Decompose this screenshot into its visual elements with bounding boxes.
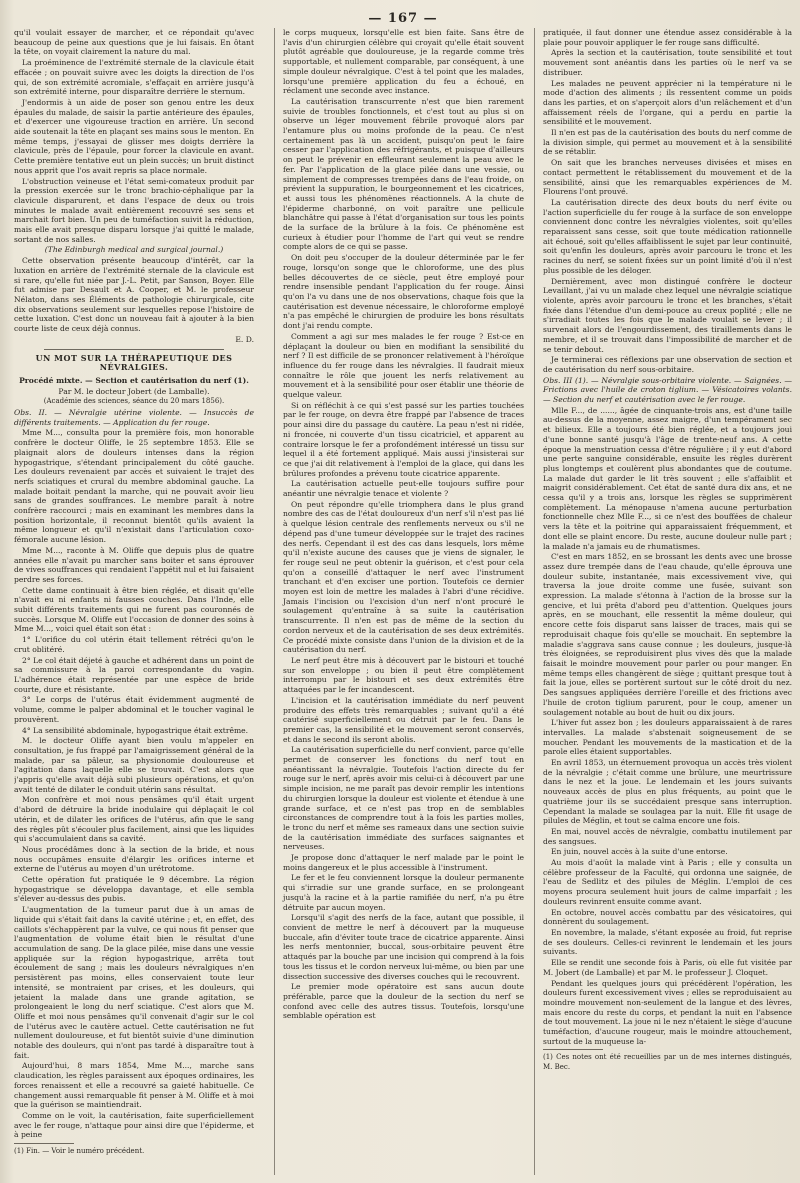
paragraph: Le premier mode opératoire est sans aucun doute préférable, parce que la douleur de la section du nerf se confond avec celle des autres tissus. Toutefois, lorsqu'une semblable opération est — [283, 982, 524, 1021]
paragraph: Elle se rendit une seconde fois à Paris, où elle fut visitée par M. Jobert (de Lamballe) et par M. le professeur J. Cloquet. — [543, 958, 792, 977]
paragraph: En avril 1853, un éternuement provoqua un accès très violent de la névralgie ; c'était comme une brûlure, une meurtrissure dans le nez et la joue. Le lendemain et les jours suivants nouveaux accès de plus en plus fréquents, au point que le quatrième jour ils se succédaient presque sans interruption. Cependant la malade se soulagea par la nuit. Elle fit usage de pilules de Méglin, et tout se calma encore une fois. — [543, 758, 792, 826]
paragraph: Les malades ne peuvent apprécier ni la température ni le mode d'action des aliments ; ils ressentent comme un poids dans les parties, et on s'aperçoit alors d'un relâchement et d'un affaissement réels de l'organe, qui a perdu en partie la sensibilité et le mouvement. — [543, 78, 792, 127]
paragraph: Cette observation présente beaucoup d'intérêt, car la luxation en arrière de l'extrémité sternale de la clavicule est si rare, qu'elle fut niée par J.-L. Petit, par Sanson, Boyer. Elle fut admise par Desault et A. Cooper, et M. le professeur Nélaton, dans ses Éléments de pathologie chirurgicale, cite dix observations seulement sur lesquelles repose l'histoire de cette luxation. C'est donc un nouveau fait à ajouter à la bien courte liste de ceux déjà connus. — [14, 256, 254, 334]
paragraph: Lorsqu'il s'agit des nerfs de la face, autant que possible, il convient de mettre le nerf à découvert par la muqueuse buccale, afin d'éviter toute trace de cicatrice apparente. Ainsi les nerfs mentonnier, buccal, sous-orbitaire peuvent être attaqués par la bouche par une incision qui comprend à la fois tous les tissus et le cordon nerveux lui-même, ou bien par une dissection successive des diverses couches qui le recouvrent. — [283, 913, 524, 981]
paragraph: qu'il voulait essayer de marcher, et ce répondait qu'avec beaucoup de peine aux questions que je lui faisais. En ôtant la tête, on voyait clairement la nature du mal. — [14, 28, 254, 57]
article-subtitle: Procédé mixte. — Section et cautérisation du nerf (1). — [19, 375, 249, 385]
paragraph: Il n'en est pas de la cautérisation des bouts du nerf comme de la division simple, qui permet au mouvement et à la sensibilité de se rétablir. — [543, 128, 792, 157]
paragraph: Mon confrère et moi nous pensâmes qu'il était urgent d'abord de détruire la bride inodulaire qui déplaçait le col utérin, et de dilater les orifices de l'utérus, afin que le sang des règles pût s'écouler plus facilement, ainsi que les liquides qui s'accumulaient dans sa cavité. — [14, 795, 254, 844]
column-right — [534, 28, 792, 1175]
paragraph: La cautérisation actuelle peut-elle toujours suffire pour anéantir une névralgie tenace et violente ? — [283, 479, 524, 499]
paragraph: Le nerf peut être mis à découvert par le bistouri et touché sur son enveloppe ; ou bien il peut être complètement interrompu par le bistouri et ses deux extrémités être attaquées par le fer incandescent. — [283, 656, 524, 695]
paragraph: Cette opération fut pratiquée le 9 décembre. La région hypogastrique se développa davantage, et elle sembla s'élever au-dessus des pubis. — [14, 875, 254, 904]
paragraph: L'incision et la cautérisation immédiate du nerf peuvent produire des effets très remarquables ; suivant qu'il a été cautérisé superficiellement ou détruit par le feu. Dans le premier cas, la sensibilité et le mouvement seront conservés, et dans le second ils seront abolis. — [283, 695, 524, 744]
paragraph: Mme M..., raconte à M. Oliffe que depuis plus de quatre années elle n'avait pu marcher sans boiter et sans éprouver de vives souffrances qui rendaient l'appétit nul et lui faisaient perdre ses forces. — [14, 545, 254, 584]
paragraph: Le fer et le feu conviennent lorsque la douleur permanente qui s'irradie sur une grande surface, en se prolongeant jusqu'à la racine et à la partie ramifiée du nerf, n'a pu être détruite par aucun moyen. — [283, 873, 524, 912]
paragraph: Dernièrement, avec mon distingué confrère le docteur Levaillant, j'ai vu un malade chez lequel une névralgie sciatique violente, après avoir parcouru le tronc et les branches, s'était fixée dans l'étendue d'un demi-pouce au creux poplité ; elle ne s'irradiait toutes les fois que le malade voulait se lever ; il survenait alors de l'engourdissement, des tiraillements dans le membre, et il se trouvait dans l'impossibilité de marcher et de se tenir debout. — [543, 276, 792, 354]
footnote-divider — [543, 1049, 603, 1050]
paragraph: Mlle F..., de ......, âgée de cinquante-trois ans, est d'une taille au-dessus de la moyenne, assez maigre, d'un tempérament sec et bilieux. Elle a toujours été bien réglée, et a toujours joui d'une bonne santé jusqu'à l'âge de trente-neuf ans. A cette époque la menstruation cessa d'être régulière ; il y eut d'abord une perte sanguine considérable, ensuite les règles durèrent plus longtemps et coulèrent plus abondantes que de coutume. La malade dut garder le lit très souvent ; elle s'affaiblit et maigrit considérablement. Cet état de santé dura dix ans, et ne cessa qu'il y a trois ans, lorsque les règles se supprimèrent complètement. La ménopause n'amena aucune perturbation fonctionnelle chez Mlle F..., si ce n'est des bouffées de chaleur vers la tête et la poitrine qui apparaissaient fréquemment, et dont elle se plaint encore. Du reste, aucune douleur nulle part ; la malade n'a jamais eu de rhumatismes. — [543, 405, 792, 551]
paragraph: En mai, nouvel accès de névralgie, combattu inutilement par des sangsues. — [543, 826, 792, 846]
list-item: 2° Le col était déjeté à gauche et adhérent dans un point de sa commissure à la paroi correspondante du vagin. L'adhérence était représentée par une espèce de bride courte, dure et résistante. — [14, 655, 254, 694]
observation-heading: Obs. III (1). — Névralgie sous-orbitaire violente. — Saignées. — Frictions avec l'huile de croton tiglium. — Vésicatoires volants. — Section du nerf et cautérisation avec le fer rouge. — [543, 375, 792, 405]
paragraph: Cette dame continuait à être bien réglée, et disait qu'elle n'avait eu ni enfants ni fausses couches. Dans l'Inde, elle subit différents traitements qui ne furent pas couronnés de succès. Lorsque M. Oliffe eut l'occasion de donner des soins à Mme M..., voici quel était son état : — [14, 585, 254, 634]
academy-note: (Académie des sciences, séance du 20 mars 1856). — [43, 397, 225, 406]
paragraph: Si on réfléchit à ce qui s'est passé sur les parties touchées par le fer rouge, on devra être frappé par l'absence de traces pour ainsi dire du passage du cautère. La peau n'est ni ridée, ni froncée, ni couverte d'un tissu cicatriciel, et apparent au contraire lorsque le fer a profondément intéressé un tissu sur lequel il a été fortement appliqué. Mais aussi j'insisterai sur ce que j'ai dit relativement à l'emploi de la glace, qui dans les brûlures profondes a prévenu toute cicatrice apparente. — [283, 400, 524, 478]
footnote-divider — [14, 1143, 74, 1144]
paragraph: En juin, nouvel accès à la suite d'une entorse. — [551, 847, 728, 857]
column-middle — [274, 28, 524, 1175]
paragraph: Après la section et la cautérisation, toute sensibilité et tout mouvement sont anéantis dans les parties où le nerf va se distribuer. — [543, 48, 792, 77]
author-initials: E. D. — [235, 334, 254, 344]
article-title: UN MOT SUR LA THÉRAPEUTIQUE DES NÉVRALGIES. — [35, 352, 233, 373]
footnote: (1) Ces notes ont été recueillies par un de mes internes distingués, M. Bec. — [543, 1053, 792, 1072]
paragraph: Je terminerai ces réflexions par une observation de section et de cautérisation du nerf sous-orbitaire. — [543, 355, 792, 374]
article-author: Par M. le docteur Jobert (de Lamballe). — [58, 386, 210, 396]
paragraph: C'est en mars 1852, en se brossant les dents avec une brosse assez dure trempée dans de l'eau chaude, qu'elle éprouva une douleur subite, instantanée, mais excessivement vive, qui traversa la joue droite comme une fusée, suivant son expression. La malade s'étonna à l'action de la brosse sur la gencive, et lui prêta d'abord peu d'attention. Quelques jours après, en se mouchant, elle ressentit la même douleur, qui encore cette fois disparut sans laisser de traces, mais qui se reproduisait chaque fois qu'elle se mouchait. En septembre la maladie s'aggrava sans cause connue ; les douleurs, jusque-là très éloignées, se reproduisirent plus vives dès que la malade faisait le moindre mouvement pour parler ou pour manger. En même temps elles changèrent de siège ; quittant presque tout à fait la joue, elles se portèrent surtout sur le côté droit du nez. Des sangsues appliquées derrière l'oreille et des frictions avec l'huile de croton tiglium parurent, pour le coup, amener un soulagement notable au bout de huit ou dix jours. — [543, 552, 792, 717]
page-number: — 167 — — [368, 11, 438, 26]
paragraph: Comment a agi sur mes malades le fer rouge ? Est-ce en déplaçant la douleur ou bien en modifiant la sensibilité du nerf ? Il est difficile de se prononcer relativement à l'héroïque influence du fer rouge dans les névralgies. Il faudrait mieux connaître le rôle que jouent les nerfs relativement au mouvement et à la sensibilité pour oser établir une théorie de quelque valeur. — [283, 331, 524, 400]
paragraph: La cautérisation superficielle du nerf convient, parce qu'elle permet de conserver les fonctions du nerf tout en anéantissant la névralgie. Toutefois l'action directe du fer rouge sur le nerf, après avoir mis celui-ci à découvert par une simple incision, ne me paraît pas devoir remplir les intentions du chirurgien lorsque la douleur est violente et étendue à une grande surface, et ce n'est pas trop en de semblables circonstances de comprendre tout à la fois les parties molles, le tronc du nerf et même ses rameaux dans une section suivie de la cautérisation immédiate des surfaces saignantes et nerveuses. — [283, 745, 524, 852]
paragraph: pratiquée, il faut donner une étendue assez considérable à la plaie pour pouvoir appliquer le fer rouge sans difficulté. — [543, 28, 792, 47]
paragraph: Mme M..., consulta pour la première fois, mon honorable confrère le docteur Oliffe, le 25 septembre 1853. Elle se plaignait alors de douleurs intenses dans la région hypogastrique, s'étendant principalement du côté gauche. Les douleurs revenaient par accès et suivaient le trajet des nerfs sciatiques et crural du membre abdominal gauche. La malade boitait pendant la marche, qui ne pouvait avoir lieu sans de grandes souffrances. Le membre paraît à notre confrère raccourci ; mais en examinant les membres dans la position horizontale, il reconnut bientôt qu'ils avaient la même longueur et qu'il n'existait dans l'articulation coxo-fémorale aucune lésion. — [14, 428, 254, 545]
columns — [14, 28, 792, 1175]
list-item: 4° La sensibilité abdominale, hypogastrique était extrême. — [22, 725, 249, 735]
paragraph: L'obstruction veineuse et l'état semi-comateux produit par la pression exercée sur le tronc brachio-céphalique par la clavicule disparurent, et dans l'espace de deux ou trois minutes le malade avait entièrement recouvré ses sens et marchait fort bien. Un peu de tuméfaction suivit la réduction, mais elle avait presque disparu lorsque j'ai quitté le malade, sortant de nos salles. — [14, 176, 254, 244]
observation-heading: Obs. II. — Névralgie utérine violente. — Insuccès de différents traitements. — Application du fer rouge. — [14, 408, 254, 427]
paragraph: En novembre, la malade, s'étant exposée au froid, fut reprise de ses douleurs. Celles-ci revinrent le lendemain et les jours suivants. — [543, 927, 792, 957]
paragraph: Comme on le voit, la cautérisation, faite superficiellement avec le fer rouge, n'attaque pour ainsi dire que l'épiderme, et à peine — [14, 1110, 254, 1140]
paragraph: Pendant les quelques jours qui précédèrent l'opération, les douleurs furent excessivement vives ; elles se reproduisaient au moindre mouvement non-seulement de la langue et des lèvres, mais encore du reste du corps, et pendant la nuit en l'absence de tout mouvement. La joue ni le nez n'étaient le siège d'aucune tuméfaction, d'aucune rougeur, mais le moindre attouchement, surtout de la muqueuse la- — [543, 978, 792, 1046]
paragraph: le corps muqueux, lorsqu'elle est bien faite. Sans être de l'avis d'un chirurgien célèbre qui croyait qu'elle était souvent plutôt agréable que douloureuse, je la regarde comme très supportable, et nullement comparable, par conséquent, à une simple douleur névralgique. C'est à tel point que les malades, lorsqu'une première application du feu a échoué, en réclament une seconde avec instance. — [283, 28, 524, 96]
paragraph: Je propose donc d'attaquer le nerf malade par le point le moins dangereux et le plus accessible à l'instrument. — [283, 853, 524, 872]
paragraph: En octobre, nouvel accès combattu par des vésicatoires, qui donnèrent du soulagement. — [543, 907, 792, 927]
section-divider — [44, 349, 224, 350]
paragraph: Au mois d'août la malade vint à Paris ; elle y consulta un célèbre professeur de la Faculté, qui ordonna une saignée, de l'eau de Sedlitz et des pilules de Méglin. L'emploi de ces moyens procura seulement huit jours de calme imparfait ; les douleurs revinrent ensuite comme avant. — [543, 858, 792, 906]
paragraph: L'hiver fut assez bon ; les douleurs apparaissaient à de rares intervalles. La malade s'abstenait soigneusement de se moucher. Pendant les mouvements de la mastication et de la parole elles étaient supportables. — [543, 718, 792, 757]
paragraph: On sait que les branches nerveuses divisées et mises en contact permettent le rétablissement du mouvement et de la sensibilité, ainsi que les remarquables expériences de M. Flourens l'ont prouvé. — [543, 158, 792, 197]
source-citation: (The Edinburgh medical and surgical journal.) — [44, 245, 224, 255]
list-item: 1° L'orifice du col utérin était tellement rétréci qu'on le crut oblitéré. — [14, 635, 254, 654]
paragraph: J'endormis à un aide de poser son genou entre les deux épaules du malade, de saisir la partie antérieure des épaules, et d'exercer une vigoureuse traction en arrière. Un second aide soutenait la tête en plaçant ses mains sous le menton. En même temps, j'essayai de glisser mes doigts derrière la clavicule, près de l'épaule, pour forcer la clavicule en avant. Cette première tentative eut un plein succès; un bruit distinct nous apprit que l'os avait repris sa place normale. — [14, 97, 254, 175]
paragraph: La cautérisation transcurrente n'est que bien rarement suivie de troubles fonctionnels, et c'est tout au plus si on observe un léger mouvement fébrile provoqué alors par l'entamure plus ou moins profonde de la peau. Ce n'est certainement pas là un accident, puisqu'on peut le faire cesser par l'application des réfrigérants, et puisque d'ailleurs on peut le prévenir en effleurant seulement la peau avec le fer. Par l'application de la glace pilée dans une vessie, ou simplement de compresses trempées dans de l'eau froide, on prévient la suppuration, le bourgeonnement et les cicatrices, et aussi tous les phénomènes réactionnels. A la chute de l'épiderme charbonné, on voit paraître une pellicule blanchâtre qui passe à l'état d'organisation sur tous les points de la surface de la brûlure à la fois. Ce phénomène est curieux à étudier pour l'homme de l'art qui veut se rendre compte alors de ce qui se passe. — [283, 96, 524, 252]
paragraph: Nous procédâmes donc à la section de la bride, et nous nous occupâmes ensuite d'élargir les orifices interne et externe de l'utérus au moyen d'un urétrotome. — [14, 844, 254, 874]
paragraph: La cautérisation directe des deux bouts du nerf évite ou l'action superficielle du fer rouge à la surface de son enveloppe conviennent donc contre les névralgies violentes, soit qu'elles reparaissent sans cesse, soit que toute médication rationnelle ait échoué, soit qu'elles affaiblissent le sujet par leur continuité, soit qu'enfin les douleurs, après avoir parcouru le tronc et les racines du nerf, se soient fixées sur un point limité d'où il n'est plus possible de les déloger. — [543, 197, 792, 275]
paragraph: L'augmentation de la tumeur parut due à un amas de liquide qui s'était fait dans la cavité utérine ; et, en effet, des caillots s'échappèrent par la vulve, ce qui nous fit penser que l'augmentation de volume était bien le résultat d'une accumulation de sang. De la glace pilée, mise dans une vessie appliquée sur la région hypogastrique, arrêta tout écoulement de sang ; mais les douleurs névralgiques n'en persistèrent pas moins, elles conservaient toute leur intensité, se montraient par crises, et les douleurs, qui jetaient la malade dans une grande agitation, se prolongeaient le long du nerf sciatique. C'est alors que M. Oliffe et moi nous pensâmes qu'il convenait d'agir sur le col de l'utérus avec le cautère actuel. Cette cautérisation ne fut nullement douloureuse, et fut bientôt suivie d'une diminution notable des douleurs, qui n'ont pas tardé à disparaître tout à fait. — [14, 905, 254, 1060]
column-left — [14, 28, 254, 1175]
footnote: (1) Fin. — Voir le numéro précédent. — [14, 1147, 145, 1156]
paragraph: M. le docteur Oliffe ayant bien voulu m'appeler en consultation, je fus frappé par l'amaigrissement général de la malade, par sa pâleur, sa physionomie douloureuse et l'agitation dans laquelle elle se trouvait. C'est alors que j'appris qu'elle avait déjà subi plusieurs opérations, et qu'on avait tenté de dilater le conduit utérin sans résultat. — [14, 736, 254, 794]
paragraph: Aujourd'hui, 8 mars 1854, Mme M..., marche sans claudication, les règles paraissent aux époques ordinaires, les forces renaissent et elle a recouvré sa gaieté habituelle. Ce changement aussi remarquable fit penser à M. Oliffe et à moi que la guérison se maintiendrait. — [14, 1061, 254, 1110]
paragraph: On peut répondre qu'elle triomphera dans le plus grand nombre des cas de l'état douloureux d'un nerf s'il n'est pas lié à quelque lésion centrale des renflements nerveux ou s'il ne dépend pas d'une tumeur développée sur le trajet des racines des nerfs. Cependant il est des cas dans lesquels, lors même qu'il n'existe aucune des causes que je viens de signaler, le fer rouge seul ne peut obtenir la guérison, et c'est pour cela qu'on a conseillé d'attaquer le nerf avec l'instrument tranchant et d'en exciser une portion. Toutefois ce dernier moyen est loin de mettre les malades à l'abri d'une récidive. Jamais l'incision ou l'excision d'un nerf n'ont procuré le soulagement qu'entraîne à sa suite la cautérisation transcurrente. Il n'en est pas de même de la section du cordon nerveux et de la cautérisation de ses deux extrémités. Ce procédé mixte consiste dans l'union de la division et de la cautérisation du nerf. — [283, 499, 524, 655]
list-item: 3° Le corps de l'utérus était évidemment augmenté de volume, comme le palper abdominal et le toucher vaginal le prouvèrent. — [14, 695, 254, 724]
paragraph: On doit peu s'occuper de la douleur déterminée par le fer rouge, lorsqu'on songe que le chloroforme, une des plus belles découvertes de ce siècle, peut être employé pour rendre insensible pendant l'application du fer rouge. Ainsi qu'on l'a vu dans une de nos observations, chaque fois que la cautérisation est devenue nécessaire, le chloroforme employé n'a pas empêché le chirurgien de produire les bons résultats dont j'ai rendu compte. — [283, 253, 524, 331]
paragraph: La proéminence de l'extrémité sternale de la clavicule était effacée ; on pouvait suivre avec les doigts la direction de l'os qui, de son extrémité acromiale, s'effaçait en arrière jusqu'à son extrémité interne, pour disparaître derrière le sternum. — [14, 58, 254, 97]
